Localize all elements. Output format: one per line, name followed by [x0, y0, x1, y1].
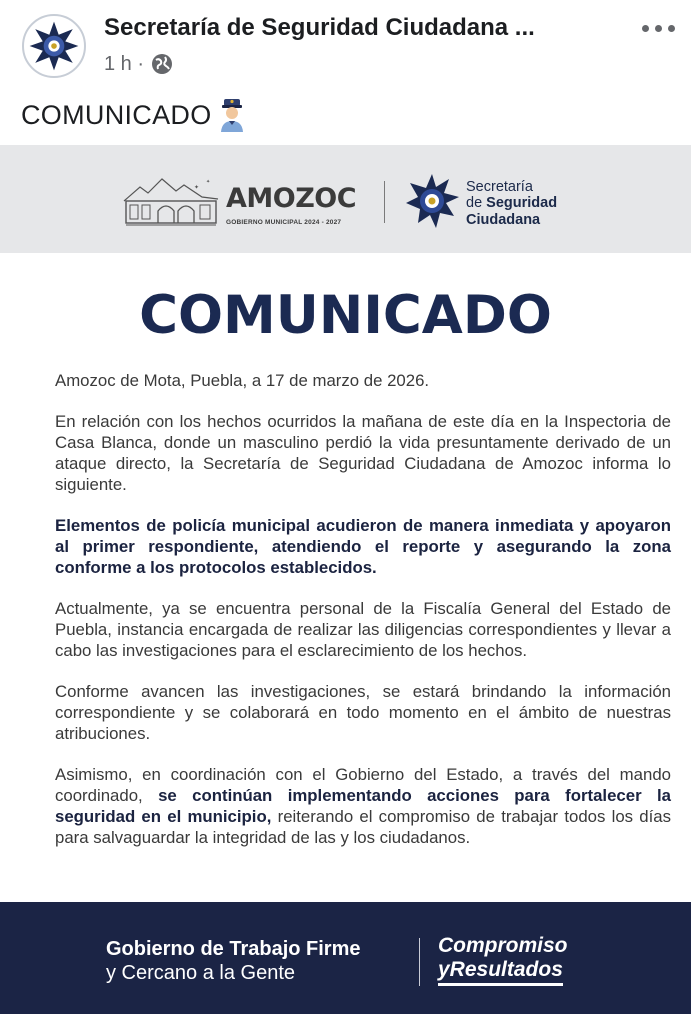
paragraph-5 — [55, 764, 671, 848]
ssc-line-2-bold: Seguridad — [486, 195, 558, 211]
police-officer-emoji-icon — [218, 98, 246, 132]
logo-band — [0, 145, 691, 253]
paragraph-5-bold: se continúan implementando acciones para fortalecer la seguridad en el municipio, — [55, 786, 671, 826]
communique-image[interactable] — [0, 145, 691, 1024]
police-badge-icon — [404, 173, 460, 229]
footer-motto — [438, 934, 568, 986]
footer-slogan-line-2: y Cercano a la Gente — [106, 962, 295, 984]
globe-icon — [150, 52, 174, 76]
post-header — [0, 0, 691, 92]
footer-slogan-line-1: Gobierno de Trabajo Firme — [106, 938, 361, 960]
more-options-icon[interactable] — [642, 18, 682, 38]
communique-title: COMUNICADO — [139, 285, 552, 346]
paragraph-5-end: reiterando el compromiso de trabajar todos los días para salvaguardar la integridad de las y los ciudadanos. — [55, 807, 671, 847]
ssc-line-2-prefix: de — [466, 195, 487, 211]
caption-text: COMUNICADO — [21, 99, 212, 130]
ssc-logo — [404, 173, 604, 233]
paragraph-5-start: Asimismo, en coordinación con el Gobierno del Estado, a través del mando coordinado, — [55, 765, 671, 805]
footer-band — [0, 902, 691, 1014]
paragraph-2-bold: Elementos de policía municipal acudieron de manera inmediata y apoyaron al primer respondiente, atendiendo el reporte y asegurando la zona conforme a los protocolos establecidos. — [55, 516, 671, 577]
footer-motto-line-1: Compromiso — [438, 934, 568, 957]
footer-divider — [419, 938, 420, 986]
paragraph-3: Actualmente, ya se encuentra personal de la Fiscalía General del Estado de Puebla, instancia encargada de realizar las diligencias correspondientes y llevar a cabo las investigaciones para el esclarecimiento de los hechos. — [55, 599, 671, 660]
place-date: Amozoc de Mota, Puebla, a 17 de marzo de 2026. — [55, 371, 430, 390]
page-avatar[interactable] — [22, 14, 86, 78]
post-meta — [104, 52, 174, 76]
amozoc-wordmark: AMOZOC — [226, 183, 357, 214]
paragraph-1: En relación con los hechos ocurridos la mañana de este día en la Inspectoria de Casa Blanca, donde un masculino perdió la vida presuntamente derivado de un ataque directo, la Secretaría de Seguridad Ciudadana de Amozoc informa lo siguiente. — [55, 412, 671, 494]
logo-divider — [384, 181, 385, 223]
ssc-line-3: Ciudadana — [466, 212, 541, 228]
footer-slogan — [106, 938, 361, 985]
post-caption — [21, 96, 246, 134]
paragraph-4: Conforme avancen las investigaciones, se estará brindando la información correspondiente y se colaborará en todo momento en el ámbito de nuestras atribuciones. — [55, 682, 671, 743]
amozoc-logo — [122, 175, 362, 227]
footer-motto-line-2: yResultados — [438, 958, 563, 986]
amozoc-subtitle: GOBIERNO MUNICIPAL 2024 - 2027 — [226, 219, 342, 226]
ssc-line-2 — [466, 195, 557, 211]
police-star-icon — [24, 16, 84, 76]
communique-body — [55, 370, 671, 868]
post-time[interactable]: 1 h · — [104, 52, 145, 75]
page-name[interactable]: Secretaría de Seguridad Ciudadana ... — [104, 14, 535, 41]
svg-text:✦: ✦ — [194, 185, 200, 191]
svg-text:✦: ✦ — [206, 179, 211, 185]
ssc-line-1: Secretaría — [466, 179, 533, 195]
town-illustration-icon — [122, 175, 220, 227]
